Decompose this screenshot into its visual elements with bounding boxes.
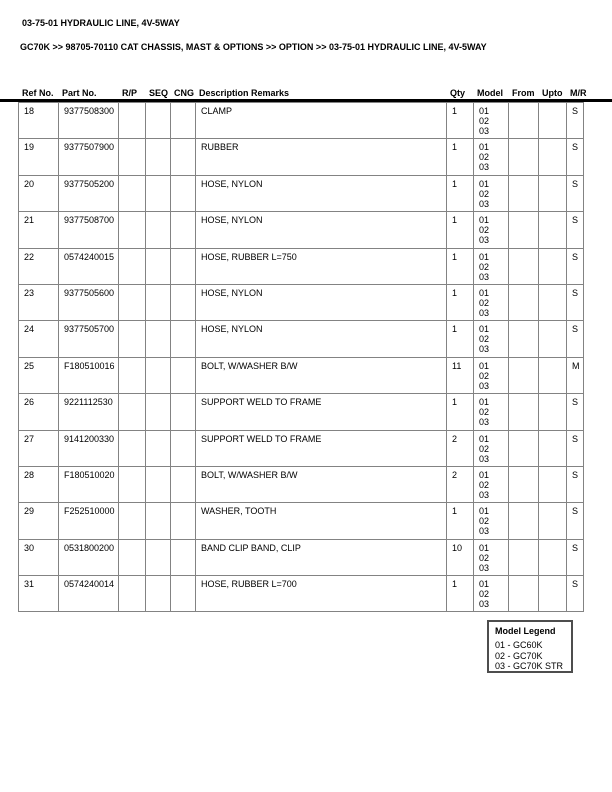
model-code: 01 bbox=[479, 106, 490, 116]
model-code: 02 bbox=[479, 589, 490, 600]
from-cell bbox=[509, 430, 539, 466]
upto-cell bbox=[539, 321, 567, 357]
model-code: 02 bbox=[479, 116, 490, 126]
cng-cell bbox=[171, 394, 196, 430]
seq-cell bbox=[146, 466, 171, 502]
description-cell: BOLT, W/WASHER B/W bbox=[196, 466, 447, 502]
part-no-cell: 9377505200 bbox=[59, 175, 119, 211]
part-no-cell: 9377505700 bbox=[59, 321, 119, 357]
rp-cell bbox=[119, 576, 146, 612]
from-cell bbox=[509, 539, 539, 575]
model-code: 02 bbox=[479, 225, 490, 236]
part-no-cell: 9221112530 bbox=[59, 394, 119, 430]
col-header-rp: R/P bbox=[122, 88, 138, 98]
upto-cell bbox=[539, 284, 567, 320]
from-cell bbox=[509, 212, 539, 248]
model-cell bbox=[474, 284, 509, 320]
model-code: 01 bbox=[479, 542, 490, 553]
model-code: 01 bbox=[479, 579, 490, 590]
model-code: 01 bbox=[479, 433, 490, 444]
table-row bbox=[19, 139, 584, 175]
ref-no-cell: 18 bbox=[19, 103, 59, 139]
model-cell bbox=[474, 503, 509, 539]
table-row bbox=[19, 466, 584, 502]
part-no-cell: F180510020 bbox=[59, 466, 119, 502]
ref-no-cell: 24 bbox=[19, 321, 59, 357]
model-code: 01 bbox=[479, 142, 490, 153]
model-code: 01 bbox=[479, 215, 490, 226]
qty-cell: 1 bbox=[447, 175, 474, 211]
rp-cell bbox=[119, 503, 146, 539]
mr-cell: S bbox=[567, 466, 584, 502]
part-no-cell: 0574240014 bbox=[59, 576, 119, 612]
model-cell bbox=[474, 212, 509, 248]
model-code: 03 bbox=[479, 562, 490, 573]
description-cell: CLAMP bbox=[196, 103, 447, 139]
table-row bbox=[19, 212, 584, 248]
rp-cell bbox=[119, 466, 146, 502]
from-cell bbox=[509, 175, 539, 211]
table-row bbox=[19, 576, 584, 612]
model-cell bbox=[474, 539, 509, 575]
description-cell: HOSE, NYLON bbox=[196, 175, 447, 211]
seq-cell bbox=[146, 576, 171, 612]
model-code: 01 bbox=[479, 397, 490, 408]
model-code: 02 bbox=[479, 370, 490, 381]
model-cell bbox=[474, 248, 509, 284]
seq-cell bbox=[146, 430, 171, 466]
rp-cell bbox=[119, 175, 146, 211]
from-cell bbox=[509, 466, 539, 502]
part-no-cell: 9377508300 bbox=[59, 103, 119, 139]
model-code: 02 bbox=[479, 261, 490, 272]
model-cell bbox=[474, 321, 509, 357]
seq-cell bbox=[146, 175, 171, 211]
model-code: 01 bbox=[479, 251, 490, 262]
table-row bbox=[19, 248, 584, 284]
qty-cell: 1 bbox=[447, 139, 474, 175]
col-header-ref-no: Ref No. bbox=[22, 88, 54, 98]
model-code: 02 bbox=[479, 152, 490, 163]
parts-table bbox=[18, 102, 584, 612]
table-row bbox=[19, 321, 584, 357]
part-no-cell: 9377507900 bbox=[59, 139, 119, 175]
model-legend-item: 02 - GC70K bbox=[495, 650, 543, 661]
seq-cell bbox=[146, 103, 171, 139]
ref-no-cell: 20 bbox=[19, 175, 59, 211]
table-row bbox=[19, 539, 584, 575]
model-code: 01 bbox=[479, 178, 490, 189]
qty-cell: 1 bbox=[447, 576, 474, 612]
model-cell bbox=[474, 103, 509, 139]
qty-cell: 1 bbox=[447, 321, 474, 357]
part-no-cell: 0531800200 bbox=[59, 539, 119, 575]
rp-cell bbox=[119, 139, 146, 175]
ref-no-cell: 31 bbox=[19, 576, 59, 612]
upto-cell bbox=[539, 103, 567, 139]
col-header-cng: CNG bbox=[174, 88, 194, 98]
table-column-headers bbox=[18, 88, 587, 98]
model-code: 03 bbox=[479, 526, 490, 537]
rp-cell bbox=[119, 212, 146, 248]
model-code: 01 bbox=[479, 360, 490, 371]
from-cell bbox=[509, 284, 539, 320]
part-no-cell: 9141200330 bbox=[59, 430, 119, 466]
model-code: 03 bbox=[479, 380, 490, 391]
parts-table-body bbox=[19, 103, 584, 612]
mr-cell: M bbox=[567, 357, 584, 393]
from-cell bbox=[509, 248, 539, 284]
description-cell: SUPPORT WELD TO FRAME bbox=[196, 430, 447, 466]
table-row bbox=[19, 103, 584, 139]
model-cell bbox=[474, 175, 509, 211]
ref-no-cell: 26 bbox=[19, 394, 59, 430]
part-no-cell: 0574240015 bbox=[59, 248, 119, 284]
ref-no-cell: 29 bbox=[19, 503, 59, 539]
model-code: 01 bbox=[479, 506, 490, 517]
rp-cell bbox=[119, 430, 146, 466]
cng-cell bbox=[171, 103, 196, 139]
rp-cell bbox=[119, 539, 146, 575]
model-legend-title: Model Legend bbox=[495, 626, 556, 636]
model-code: 01 bbox=[479, 324, 490, 335]
from-cell bbox=[509, 103, 539, 139]
seq-cell bbox=[146, 139, 171, 175]
rp-cell bbox=[119, 321, 146, 357]
ref-no-cell: 22 bbox=[19, 248, 59, 284]
mr-cell: S bbox=[567, 576, 584, 612]
description-cell: HOSE, NYLON bbox=[196, 212, 447, 248]
model-code: 01 bbox=[479, 287, 490, 298]
cng-cell bbox=[171, 503, 196, 539]
description-cell: WASHER, TOOTH bbox=[196, 503, 447, 539]
description-cell: BOLT, W/WASHER B/W bbox=[196, 357, 447, 393]
mr-cell: S bbox=[567, 394, 584, 430]
cng-cell bbox=[171, 139, 196, 175]
table-row bbox=[19, 394, 584, 430]
breadcrumb: GC70K >> 98705-70110 CAT CHASSIS, MAST & OPTIONS >> OPTION >> 03-75-01 HYDRAULIC LINE, 4V-5WAY bbox=[20, 42, 487, 52]
col-header-model: Model bbox=[477, 88, 503, 98]
rp-cell bbox=[119, 357, 146, 393]
model-code: 03 bbox=[479, 344, 490, 355]
description-cell: BAND CLIP BAND, CLIP bbox=[196, 539, 447, 575]
ref-no-cell: 19 bbox=[19, 139, 59, 175]
upto-cell bbox=[539, 394, 567, 430]
qty-cell: 1 bbox=[447, 503, 474, 539]
qty-cell: 1 bbox=[447, 284, 474, 320]
col-header-from: From bbox=[512, 88, 535, 98]
part-no-cell: 9377505600 bbox=[59, 284, 119, 320]
qty-cell: 11 bbox=[447, 357, 474, 393]
model-code: 03 bbox=[479, 162, 490, 173]
cng-cell bbox=[171, 466, 196, 502]
qty-cell: 2 bbox=[447, 430, 474, 466]
model-cell bbox=[474, 139, 509, 175]
model-code: 02 bbox=[479, 516, 490, 527]
upto-cell bbox=[539, 248, 567, 284]
model-code: 03 bbox=[479, 489, 490, 500]
seq-cell bbox=[146, 212, 171, 248]
model-code: 03 bbox=[479, 307, 490, 318]
mr-cell: S bbox=[567, 103, 584, 139]
model-code: 03 bbox=[479, 271, 490, 282]
ref-no-cell: 21 bbox=[19, 212, 59, 248]
col-header-description: Description Remarks bbox=[199, 88, 290, 98]
from-cell bbox=[509, 139, 539, 175]
model-cell bbox=[474, 357, 509, 393]
seq-cell bbox=[146, 394, 171, 430]
qty-cell: 1 bbox=[447, 103, 474, 139]
col-header-mr: M/R bbox=[570, 88, 587, 98]
qty-cell: 1 bbox=[447, 394, 474, 430]
upto-cell bbox=[539, 539, 567, 575]
cng-cell bbox=[171, 175, 196, 211]
upto-cell bbox=[539, 357, 567, 393]
upto-cell bbox=[539, 139, 567, 175]
model-legend-item: 03 - GC70K STR bbox=[495, 661, 564, 671]
model-code: 02 bbox=[479, 479, 490, 490]
cng-cell bbox=[171, 284, 196, 320]
cng-cell bbox=[171, 321, 196, 357]
model-code: 02 bbox=[479, 297, 490, 308]
model-code: 02 bbox=[479, 552, 490, 563]
model-code: 03 bbox=[479, 198, 490, 209]
mr-cell: S bbox=[567, 175, 584, 211]
cng-cell bbox=[171, 357, 196, 393]
seq-cell bbox=[146, 539, 171, 575]
description-cell: HOSE, NYLON bbox=[196, 321, 447, 357]
from-cell bbox=[509, 321, 539, 357]
page-title: 03-75-01 HYDRAULIC LINE, 4V-5WAY bbox=[22, 18, 180, 28]
cng-cell bbox=[171, 576, 196, 612]
model-code: 02 bbox=[479, 443, 490, 454]
qty-cell: 2 bbox=[447, 466, 474, 502]
part-no-cell: F180510016 bbox=[59, 357, 119, 393]
seq-cell bbox=[146, 321, 171, 357]
upto-cell bbox=[539, 503, 567, 539]
model-code: 01 bbox=[479, 469, 490, 480]
model-legend bbox=[487, 620, 573, 673]
table-row bbox=[19, 357, 584, 393]
col-header-qty: Qty bbox=[450, 88, 466, 98]
cng-cell bbox=[171, 248, 196, 284]
rp-cell bbox=[119, 284, 146, 320]
model-cell bbox=[474, 394, 509, 430]
col-header-part-no: Part No. bbox=[62, 88, 97, 98]
model-legend-item: 01 - GC60K bbox=[495, 640, 543, 650]
model-code: 02 bbox=[479, 407, 490, 418]
upto-cell bbox=[539, 175, 567, 211]
model-code: 03 bbox=[479, 126, 490, 136]
description-cell: HOSE, NYLON bbox=[196, 284, 447, 320]
description-cell: HOSE, RUBBER L=700 bbox=[196, 576, 447, 612]
model-code: 03 bbox=[479, 235, 490, 246]
description-cell: SUPPORT WELD TO FRAME bbox=[196, 394, 447, 430]
ref-no-cell: 30 bbox=[19, 539, 59, 575]
model-code: 03 bbox=[479, 599, 490, 610]
rp-cell bbox=[119, 248, 146, 284]
col-header-upto: Upto bbox=[542, 88, 563, 98]
table-row bbox=[19, 430, 584, 466]
from-cell bbox=[509, 394, 539, 430]
table-row bbox=[19, 175, 584, 211]
cng-cell bbox=[171, 430, 196, 466]
mr-cell: S bbox=[567, 212, 584, 248]
table-row bbox=[19, 503, 584, 539]
mr-cell: S bbox=[567, 503, 584, 539]
seq-cell bbox=[146, 357, 171, 393]
ref-no-cell: 25 bbox=[19, 357, 59, 393]
table-row bbox=[19, 284, 584, 320]
model-cell bbox=[474, 430, 509, 466]
part-no-cell: 9377508700 bbox=[59, 212, 119, 248]
upto-cell bbox=[539, 430, 567, 466]
qty-cell: 10 bbox=[447, 539, 474, 575]
model-code: 02 bbox=[479, 188, 490, 199]
mr-cell: S bbox=[567, 139, 584, 175]
seq-cell bbox=[146, 284, 171, 320]
model-cell bbox=[474, 576, 509, 612]
ref-no-cell: 23 bbox=[19, 284, 59, 320]
upto-cell bbox=[539, 466, 567, 502]
mr-cell: S bbox=[567, 430, 584, 466]
mr-cell: S bbox=[567, 321, 584, 357]
qty-cell: 1 bbox=[447, 248, 474, 284]
model-code: 03 bbox=[479, 453, 490, 464]
upto-cell bbox=[539, 212, 567, 248]
mr-cell: S bbox=[567, 284, 584, 320]
rp-cell bbox=[119, 394, 146, 430]
rp-cell bbox=[119, 103, 146, 139]
model-code: 02 bbox=[479, 334, 490, 345]
cng-cell bbox=[171, 539, 196, 575]
cng-cell bbox=[171, 212, 196, 248]
qty-cell: 1 bbox=[447, 212, 474, 248]
mr-cell: S bbox=[567, 539, 584, 575]
from-cell bbox=[509, 576, 539, 612]
model-code: 03 bbox=[479, 417, 490, 428]
model-cell bbox=[474, 466, 509, 502]
from-cell bbox=[509, 357, 539, 393]
upto-cell bbox=[539, 576, 567, 612]
ref-no-cell: 28 bbox=[19, 466, 59, 502]
description-cell: HOSE, RUBBER L=750 bbox=[196, 248, 447, 284]
mr-cell: S bbox=[567, 248, 584, 284]
seq-cell bbox=[146, 503, 171, 539]
part-no-cell: F252510000 bbox=[59, 503, 119, 539]
seq-cell bbox=[146, 248, 171, 284]
ref-no-cell: 27 bbox=[19, 430, 59, 466]
description-cell: RUBBER bbox=[196, 139, 447, 175]
col-header-seq: SEQ bbox=[149, 88, 169, 98]
from-cell bbox=[509, 503, 539, 539]
